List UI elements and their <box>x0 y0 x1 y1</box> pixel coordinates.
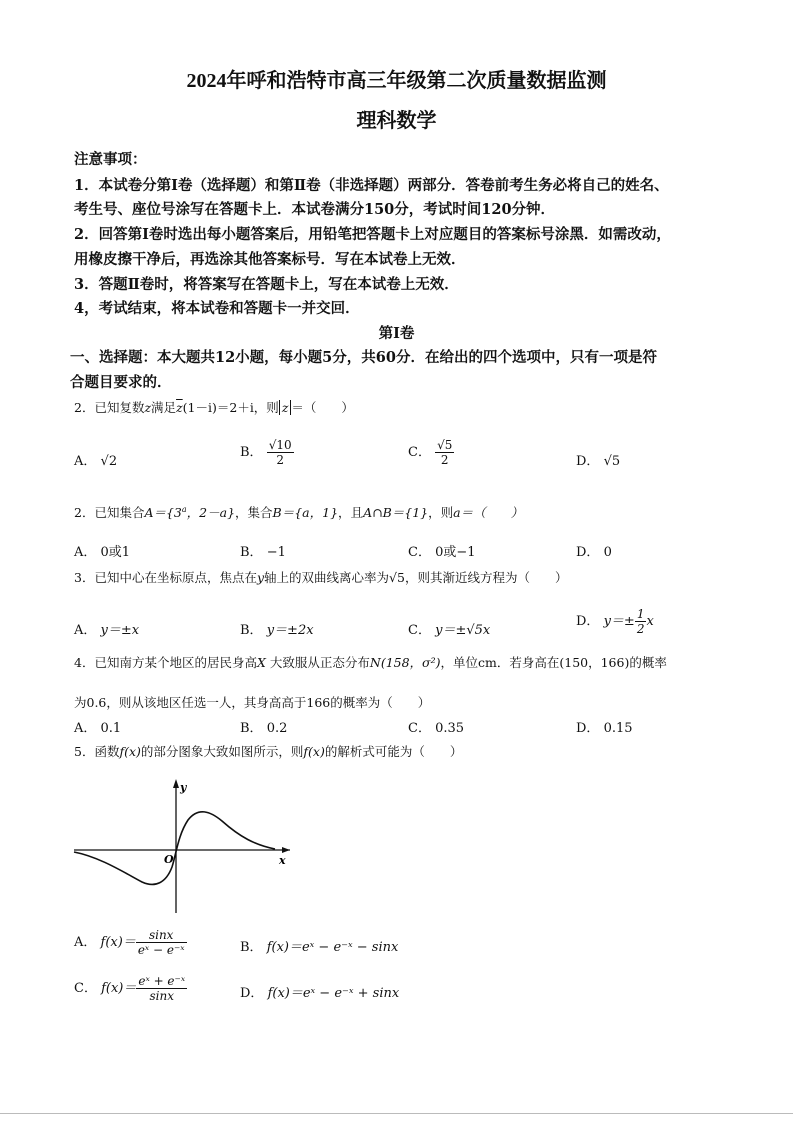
q4-option-c: C． 0.35 <box>408 721 465 736</box>
q3-option-c: C． y＝±√5x <box>408 623 491 638</box>
origin-label: O <box>164 853 174 866</box>
notice-line-6: 4，考试结束，将本试卷和答题卡一并交回． <box>74 300 360 317</box>
q3-option-a: A． y＝±x <box>74 623 140 638</box>
section-instruction-1: 一、选择题：本大题共12小题，每小题5分，共60分．在给出的四个选项中，只有一项是符 <box>70 349 657 366</box>
notice-line-5: 3．答题Ⅱ卷时，将答案写在答题卡上，写在本试卷上无效． <box>74 276 459 293</box>
question-5-stem: 5．函数f(x)的部分图象大致如图所示，则f(x)的解析式可能为（ ） <box>74 744 463 759</box>
q4-option-d: D． 0.15 <box>576 721 633 736</box>
q2-option-a: A． √2 <box>74 454 118 469</box>
x-axis-label: x <box>279 854 286 867</box>
y-axis-label: y <box>180 781 187 794</box>
function-curve <box>74 812 275 885</box>
question-4-stem: 4．已知南方某个地区的居民身高X 大致服从正态分布N(158，σ²)，单位cm．若身高在(150，166)的概率 <box>74 655 667 670</box>
section-instruction-2: 合题目要求的． <box>70 374 172 391</box>
q2-option-d: D． √5 <box>576 454 621 469</box>
q4-option-a: A． 0.1 <box>74 721 122 736</box>
q3-option-d: D． y＝± $\frac{1}{2}$ x <box>576 607 654 636</box>
q2-option-b: B． $\frac{√10}{2}$ <box>240 438 292 467</box>
notice-line-2: 考生号、座位号涂写在答题卡上．本试卷满分150分，考试时间120分钟． <box>74 201 556 218</box>
q4-option-b: B． 0.2 <box>240 721 288 736</box>
q5-option-c: C． f(x)＝ $\frac{\text{eˣ + e⁻ˣ}}{\sin x}$ <box>74 974 186 1003</box>
x-axis-arrow-icon <box>282 847 290 853</box>
q5-option-a: A． f(x)＝ $\frac{\sin x}{\text{eˣ − e⁻ˣ}}$ <box>74 928 185 957</box>
notice-heading: 注意事项： <box>74 151 147 168</box>
volume-title: 第Ⅰ卷 <box>378 325 415 342</box>
q5-option-d: D． f(x)＝eˣ − e⁻ˣ + sinx <box>240 986 400 1001</box>
q3-option-b: B． y＝±2x <box>240 623 314 638</box>
qset-option-d: D． 0 <box>576 545 612 560</box>
page-bottom-rule <box>0 1113 793 1114</box>
notice-line-1: 1．本试卷分第Ⅰ卷（选择题）和第Ⅱ卷（非选择题）两部分．答卷前考生务必将自己的姓名、 <box>74 177 669 194</box>
question-2-stem: 2．已知复数z满足$\overline{z}(1-i)=2+i$，则 z ＝（ ） <box>74 400 354 415</box>
function-graph-figure <box>70 775 300 915</box>
q5-option-b: B． f(x)＝eˣ − e⁻ˣ − sinx <box>240 940 399 955</box>
notice-line-3: 2．回答第Ⅰ卷时选出每小题答案后，用铅笔把答题卡上对应题目的答案标号涂黑．如需改动， <box>74 226 671 243</box>
q2-option-c: C． $\frac{√5}{2}$ <box>408 438 453 467</box>
notice-line-4: 用橡皮擦干净后，再选涂其他答案标号．写在本试卷上无效． <box>74 251 466 268</box>
question-4-line2: 为0.6，则从该地区任选一人，其身高高于166的概率为（ ） <box>74 695 431 710</box>
qset-option-a: A． 0或1 <box>74 545 131 560</box>
qset-option-b: B． −1 <box>240 545 286 560</box>
qset-option-c: C． 0或−1 <box>408 545 476 560</box>
question-set-stem: 2．已知集合$A=\{3^a$，2－a}，集合B＝{a，1}，且A∩B＝{1}，则a＝（ ） <box>74 504 524 520</box>
y-axis-arrow-icon <box>173 779 179 788</box>
exam-title: 2024年呼和浩特市高三年级第二次质量数据监测 <box>186 70 607 92</box>
question-3-stem: 3．已知中心在坐标原点，焦点在y轴上的双曲线离心率为√5，则其渐近线方程为（ ） <box>74 570 568 585</box>
subject-title: 理科数学 <box>356 110 437 132</box>
